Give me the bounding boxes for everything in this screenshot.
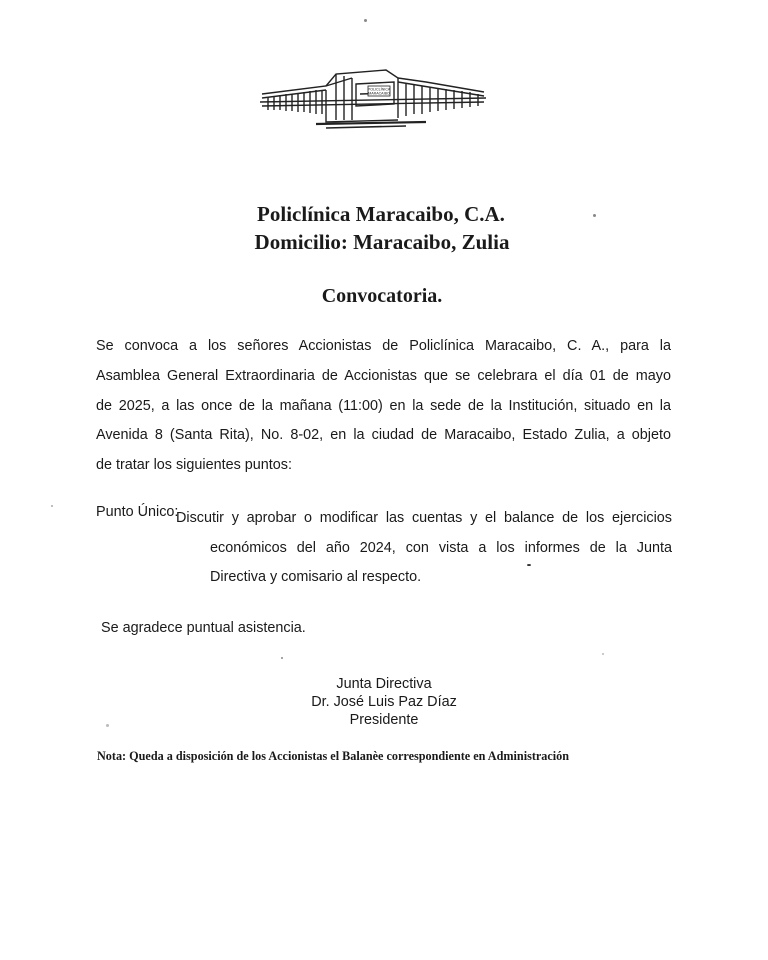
signature-role: Presidente xyxy=(349,712,419,728)
scan-speck xyxy=(106,724,109,727)
signature-body: Junta Directiva xyxy=(336,676,432,692)
agenda-point-text xyxy=(96,504,672,593)
agenda-line: Directiva y comisario al respecto. xyxy=(210,569,422,585)
paragraph-line: de 2025, a las once de la mañana (11:00) en la sede de la Institución, situado en la xyxy=(96,397,671,414)
agenda-line: económicos del año 2024, con vista a los informes de la Junta xyxy=(210,539,672,556)
signature-name: Dr. José Luis Paz Díaz xyxy=(311,694,457,710)
scan-speck xyxy=(281,657,283,659)
company-domicile: Domicilio: Maracaibo, Zulia xyxy=(254,230,510,254)
scan-speck xyxy=(364,19,367,22)
paragraph-line: Asamblea General Extraordinaria de Accionistas que se celebrara el día 01 de mayo xyxy=(96,367,671,384)
scan-speck xyxy=(602,653,604,655)
policlinica-building-logo xyxy=(256,64,490,134)
closing-text: Se agradece puntual asistencia. xyxy=(101,620,306,636)
convocation-paragraph xyxy=(96,332,671,481)
footer-note: Nota: Queda a disposición de los Accionistas el Balanèe correspondiente en Administración xyxy=(97,749,570,763)
agenda-line: Discutir y aprobar o modificar las cuentas y el balance de los ejercicios xyxy=(176,510,672,526)
agenda-point-label: Punto Único: xyxy=(96,504,179,520)
paragraph-line: Se convoca a los señores Accionistas de Policlínica Maracaibo, C. A., para la xyxy=(96,338,671,354)
logo-sign-text-2: MARACAIBO xyxy=(368,91,390,96)
document-title: Convocatoria. xyxy=(321,285,443,307)
paragraph-line: Avenida 8 (Santa Rita), No. 8-02, en la ciudad de Maracaibo, Estado Zulia, a objeto xyxy=(96,427,671,444)
scan-speck xyxy=(527,564,531,566)
paragraph-line: de tratar los siguientes puntos: xyxy=(96,457,292,474)
scan-speck xyxy=(51,505,53,507)
scan-speck xyxy=(593,214,596,217)
company-name: Policlínica Maracaibo, C.A. xyxy=(257,202,505,226)
logo-sign-text-1: POLICLÍNICA xyxy=(367,87,391,92)
